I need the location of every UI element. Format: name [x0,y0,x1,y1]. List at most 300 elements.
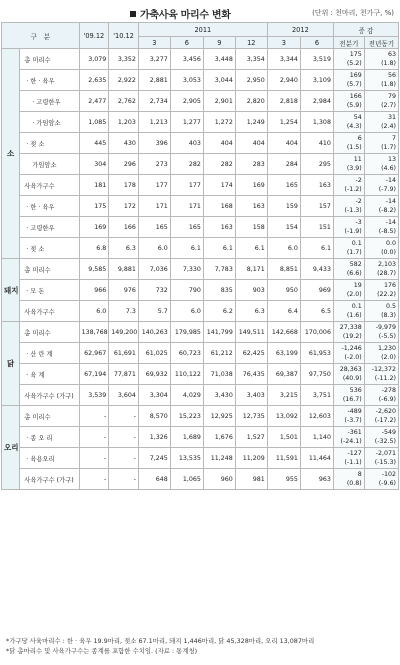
qoq-value: 19 [353,282,362,289]
value-cell: 732 [138,280,170,301]
value-cell: 170,006 [300,322,333,343]
row-label: 사육가구수 (가구) [20,385,79,406]
yoy-cell [364,280,398,301]
value-cell: 6.0 [79,301,109,322]
value-cell: 6.5 [300,301,333,322]
value-cell: 8,851 [267,259,300,280]
value-cell: 1,326 [138,427,170,448]
qoq-cell [333,427,364,448]
value-cell: 165 [267,175,300,196]
value-cell: 3,430 [203,385,235,406]
value-cell: 60,723 [170,343,203,364]
value-cell: 3,539 [79,385,109,406]
yoy-value: -102 [381,471,396,478]
qoq-cell [333,469,364,490]
table-row [2,217,399,238]
table-row [2,301,399,322]
table-row [2,112,399,133]
yoy-cell [364,196,398,217]
qoq-cell [333,91,364,112]
yoy-percent: (28.7) [377,270,396,277]
qoq-cell [333,217,364,238]
qoq-value: -127 [347,450,362,457]
value-cell: 169 [235,175,267,196]
header-yoy: 전년동기 [364,37,398,49]
yoy-cell [364,217,398,238]
table-row [2,364,399,385]
value-cell: 149,200 [109,322,139,343]
yoy-value: -278 [381,387,396,394]
unit-label: (단위 : 천마리, 천가구, %) [312,9,394,17]
yoy-percent: (1.7) [381,144,396,151]
value-cell: 2,818 [267,91,300,112]
table-row [2,49,399,70]
value-cell: - [79,469,109,490]
report-title [130,6,231,21]
value-cell: 69,932 [138,364,170,385]
row-label: 총 미리수 [20,322,79,343]
value-cell: 13,535 [170,448,203,469]
value-cell: 163 [203,217,235,238]
row-label: · 산 란 계 [20,343,79,364]
table-row [2,280,399,301]
yoy-value: -549 [381,429,396,436]
value-cell: 163 [235,196,267,217]
yoy-value: 1,230 [377,345,396,352]
title-square-icon [130,11,136,17]
value-cell: 2,477 [79,91,109,112]
value-cell: 151 [300,217,333,238]
yoy-percent: (-8.5) [378,228,396,235]
value-cell: 62,425 [235,343,267,364]
value-cell: 295 [300,154,333,175]
yoy-percent: (-6.9) [378,396,396,403]
row-label: 사육가구수 (가구) [20,469,79,490]
yoy-cell [364,343,398,364]
row-label: · 모 돈 [20,280,79,301]
value-cell: 1,203 [109,112,139,133]
qoq-cell [333,196,364,217]
value-cell: 7,330 [170,259,203,280]
qoq-percent: (3.9) [346,165,362,172]
yoy-percent: (-17.2) [374,417,396,424]
table-row [2,448,399,469]
header-2012-q: 3 [267,37,300,49]
livestock-table [1,22,399,490]
yoy-percent: (-32.5) [374,438,396,445]
value-cell: 69,387 [267,364,300,385]
value-cell: 284 [267,154,300,175]
yoy-cell [364,469,398,490]
qoq-value: -489 [347,408,362,415]
value-cell: 77,871 [109,364,139,385]
yoy-cell [364,133,398,154]
qoq-value: 27,338 [339,324,362,331]
footnote-line: *닭 총마리수 및 사육가구수는 종계를 포함한 수치임. (자료 : 통계청) [6,647,198,655]
qoq-value: 169 [349,72,362,79]
qoq-percent: (-1.3) [344,207,362,214]
value-cell: - [109,427,139,448]
qoq-value: 11 [353,156,362,163]
header-2011-q: 3 [138,37,170,49]
value-cell: 2,820 [235,91,267,112]
qoq-percent: (2.0) [346,291,362,298]
value-cell: 11,248 [203,448,235,469]
header-2011-q: 9 [203,37,235,49]
yoy-percent: (-15.3) [374,459,396,466]
yoy-cell [364,49,398,70]
row-label: · 한 · 육우 [20,70,79,91]
value-cell: 6.1 [300,238,333,259]
title-bar [0,0,400,22]
qoq-percent: (1.5) [346,144,362,151]
qoq-cell [333,301,364,322]
value-cell: 2,762 [109,91,139,112]
value-cell: 7,245 [138,448,170,469]
value-cell: 15,223 [170,406,203,427]
value-cell: 157 [300,196,333,217]
yoy-cell [364,301,398,322]
value-cell: 61,025 [138,343,170,364]
yoy-value: 79 [387,93,396,100]
value-cell: 165 [170,217,203,238]
value-cell: - [109,469,139,490]
value-cell: 1,272 [203,112,235,133]
value-cell: 76,435 [235,364,267,385]
row-label: 총 미리수 [20,49,79,70]
value-cell: 7.3 [109,301,139,322]
yoy-cell [364,175,398,196]
value-cell: 950 [267,280,300,301]
qoq-cell [333,133,364,154]
value-cell: 11,464 [300,448,333,469]
table-row [2,427,399,448]
qoq-value: 536 [349,387,362,394]
value-cell: 6.1 [203,238,235,259]
qoq-percent: (0.8) [346,480,362,487]
group-label: 오리 [2,406,20,490]
value-cell: 648 [138,469,170,490]
value-cell: 172 [109,196,139,217]
qoq-percent: (19.2) [342,333,362,340]
value-cell: 3,456 [170,49,203,70]
value-cell: 174 [203,175,235,196]
yoy-percent: (1.8) [381,60,396,67]
value-cell: 1,249 [235,112,267,133]
value-cell: 141,799 [203,322,235,343]
value-cell: 2,635 [79,70,109,91]
yoy-value: -9,979 [375,324,396,331]
table-row [2,133,399,154]
qoq-cell [333,238,364,259]
row-label: · 종 오 리 [20,427,79,448]
value-cell: 1,277 [170,112,203,133]
value-cell: 6.1 [235,238,267,259]
table-row [2,91,399,112]
value-cell: 177 [138,175,170,196]
yoy-percent: (-7.9) [378,186,396,193]
header-0912: '09.12 [79,23,109,49]
header-2012-q: 6 [300,37,333,49]
value-cell: 63,199 [267,343,300,364]
title-text: 가축사육 마리수 변화 [140,10,231,21]
yoy-value: -14 [385,198,396,205]
qoq-cell [333,70,364,91]
qoq-cell [333,280,364,301]
value-cell: 7,783 [203,259,235,280]
value-cell: 963 [300,469,333,490]
value-cell: 169 [79,217,109,238]
value-cell: 154 [267,217,300,238]
value-cell: 2,950 [235,70,267,91]
qoq-value: 6 [357,135,362,142]
value-cell: 1,140 [300,427,333,448]
yoy-percent: (0.0) [381,249,396,256]
value-cell: 168 [203,196,235,217]
value-cell: 163 [300,175,333,196]
yoy-value: 0.0 [385,240,396,247]
value-cell: 3,519 [300,49,333,70]
value-cell: 273 [138,154,170,175]
value-cell: 3,344 [267,49,300,70]
value-cell: 1,308 [300,112,333,133]
value-cell: 403 [170,133,203,154]
yoy-cell [364,91,398,112]
value-cell: 3,277 [138,49,170,70]
value-cell: 282 [203,154,235,175]
value-cell: 1,689 [170,427,203,448]
value-cell: 2,905 [170,91,203,112]
value-cell: 158 [235,217,267,238]
value-cell: 969 [300,280,333,301]
qoq-percent: (5.9) [346,102,362,109]
value-cell: 2,984 [300,91,333,112]
qoq-cell [333,343,364,364]
qoq-cell [333,322,364,343]
qoq-cell [333,154,364,175]
table-row [2,259,399,280]
value-cell: 1,254 [267,112,300,133]
value-cell: 296 [109,154,139,175]
value-cell: 4,029 [170,385,203,406]
value-cell: 61,691 [109,343,139,364]
header-change: 증 감 [333,23,398,37]
table-row [2,385,399,406]
value-cell: 3,079 [79,49,109,70]
value-cell: 3,044 [203,70,235,91]
qoq-percent: (1.7) [346,249,362,256]
row-label: 총 미리수 [20,406,79,427]
value-cell: 3,751 [300,385,333,406]
footnote-line: *가구당 사육마리수 : 한 · 육우 19.9마리, 젖소 67.1마리, 돼지 1,446마리, 닭 45,328마리, 오리 13,087마리 [6,637,315,645]
value-cell: 6.3 [109,238,139,259]
qoq-cell [333,385,364,406]
value-cell: 3,604 [109,385,139,406]
value-cell: 1,085 [79,112,109,133]
value-cell: 404 [267,133,300,154]
value-cell: 165 [138,217,170,238]
qoq-percent: (-24.1) [340,438,362,445]
qoq-cell [333,175,364,196]
table-row [2,196,399,217]
value-cell: 9,433 [300,259,333,280]
yoy-cell [364,364,398,385]
table-header [2,23,399,49]
yoy-cell [364,427,398,448]
yoy-value: -12,372 [371,366,396,373]
yoy-percent: (4.6) [381,165,396,172]
value-cell: 960 [203,469,235,490]
value-cell: 13,092 [267,406,300,427]
value-cell: 159 [267,196,300,217]
value-cell: 6.0 [170,301,203,322]
value-cell: 12,603 [300,406,333,427]
qoq-cell [333,112,364,133]
yoy-value: 56 [387,72,396,79]
value-cell: 981 [235,469,267,490]
qoq-percent: (-3.7) [344,417,362,424]
qoq-percent: (1.6) [346,312,362,319]
yoy-percent: (1.8) [381,81,396,88]
qoq-percent: (5.2) [346,60,362,67]
value-cell: 3,109 [300,70,333,91]
yoy-value: -14 [385,177,396,184]
yoy-cell [364,112,398,133]
value-cell: 71,038 [203,364,235,385]
row-label: · 육용오리 [20,448,79,469]
value-cell: 404 [235,133,267,154]
value-cell: 5.7 [138,301,170,322]
row-label: 사육가구수 [20,301,79,322]
qoq-value: 166 [349,93,362,100]
header-category: 구 분 [2,23,80,49]
qoq-cell [333,406,364,427]
value-cell: 62,967 [79,343,109,364]
value-cell: 9,881 [109,259,139,280]
header-2012: 2012 [267,23,333,37]
value-cell: 835 [203,280,235,301]
value-cell: 67,194 [79,364,109,385]
value-cell: 3,215 [267,385,300,406]
qoq-value: 175 [349,51,362,58]
value-cell: 8,171 [235,259,267,280]
group-label: 돼지 [2,259,20,322]
value-cell: 2,922 [109,70,139,91]
value-cell: 61,953 [300,343,333,364]
qoq-value: -1,246 [341,345,362,352]
value-cell: - [109,406,139,427]
yoy-value: 176 [383,282,396,289]
table-row [2,343,399,364]
value-cell: 171 [170,196,203,217]
qoq-percent: (-1.2) [344,186,362,193]
yoy-cell [364,154,398,175]
yoy-value: -14 [385,219,396,226]
qoq-percent: (6.6) [346,270,362,277]
yoy-value: 31 [387,114,396,121]
yoy-value: 2,103 [377,261,396,268]
value-cell: 3,352 [109,49,139,70]
value-cell: 3,053 [170,70,203,91]
yoy-cell [364,238,398,259]
qoq-value: 582 [349,261,362,268]
yoy-cell [364,322,398,343]
yoy-cell [364,448,398,469]
row-label: 가임암소 [20,154,79,175]
qoq-value: -2 [355,198,362,205]
group-label: 닭 [2,322,20,406]
group-label: 소 [2,49,20,259]
value-cell: 11,209 [235,448,267,469]
table-row [2,175,399,196]
value-cell: 166 [109,217,139,238]
qoq-value: 28,363 [339,366,362,373]
qoq-percent: (16.7) [342,396,362,403]
value-cell: 11,591 [267,448,300,469]
row-label: 사육가구수 [20,175,79,196]
value-cell: 3,354 [235,49,267,70]
value-cell: 3,448 [203,49,235,70]
value-cell: 966 [79,280,109,301]
yoy-cell [364,70,398,91]
value-cell: 6.4 [267,301,300,322]
yoy-value: 0.5 [385,303,396,310]
value-cell: 110,122 [170,364,203,385]
row-label: · 가임암소 [20,112,79,133]
value-cell: 283 [235,154,267,175]
row-label: · 고령한우 [20,91,79,112]
footnotes [6,636,396,656]
value-cell: 12,735 [235,406,267,427]
value-cell: 2,734 [138,91,170,112]
qoq-cell [333,259,364,280]
qoq-value: -3 [355,219,362,226]
value-cell: 1,527 [235,427,267,448]
qoq-cell [333,448,364,469]
value-cell: 3,403 [235,385,267,406]
header-qoq: 전분기 [333,37,364,49]
value-cell: 790 [170,280,203,301]
table-row [2,154,399,175]
value-cell: 9,585 [79,259,109,280]
qoq-percent: (-1.1) [344,459,362,466]
value-cell: 6.1 [170,238,203,259]
qoq-value: 0.1 [351,240,362,247]
qoq-percent: (5.7) [346,81,362,88]
table-row [2,322,399,343]
value-cell: 2,881 [138,70,170,91]
qoq-cell [333,49,364,70]
value-cell: 282 [170,154,203,175]
qoq-percent: (40.9) [342,375,362,382]
yoy-value: -2,620 [375,408,396,415]
qoq-value: 8 [357,471,362,478]
value-cell: 7,036 [138,259,170,280]
value-cell: 404 [203,133,235,154]
value-cell: - [109,448,139,469]
qoq-value: -2 [355,177,362,184]
qoq-value: 54 [353,114,362,121]
value-cell: - [79,427,109,448]
value-cell: 179,985 [170,322,203,343]
yoy-value: 13 [387,156,396,163]
value-cell: 97,750 [300,364,333,385]
value-cell: 6.3 [235,301,267,322]
value-cell: 1,501 [267,427,300,448]
value-cell: 1,213 [138,112,170,133]
qoq-value: -361 [347,429,362,436]
value-cell: 410 [300,133,333,154]
